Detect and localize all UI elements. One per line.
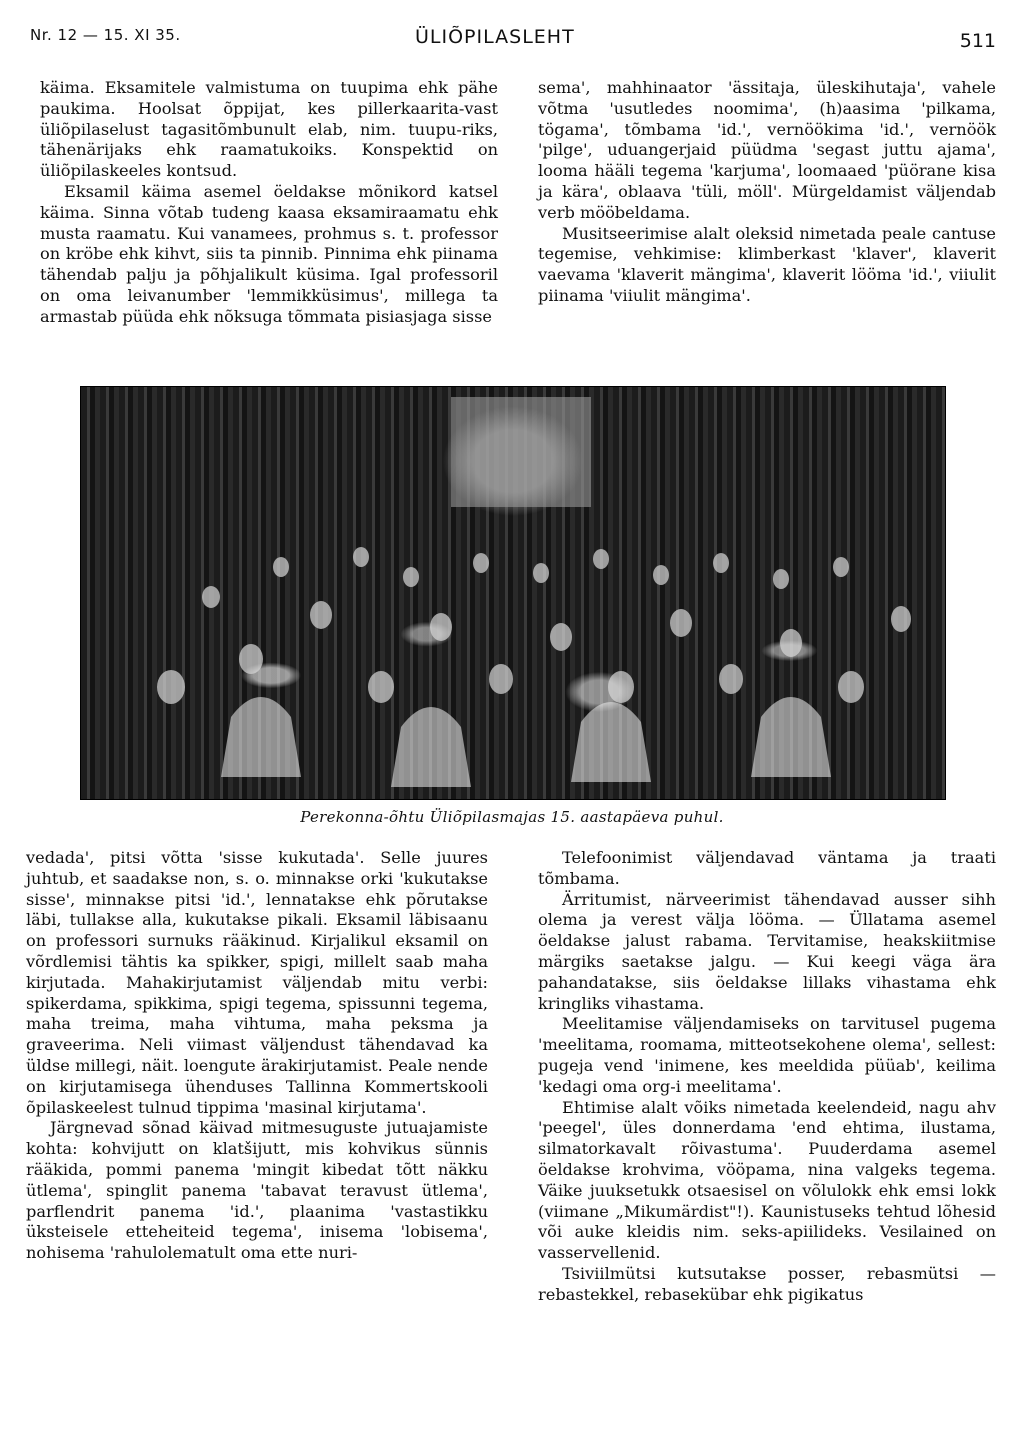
paragraph: sema', mahhinaator 'ässitaja, üleskihutaja', vahele võtma 'usutledes noomima', (h)aasima 'pilkama, tögama', tõmbama 'id.', vernöökima 'id.', vernöök 'pilge', uduangerjaid püüdma 'segast juttu ajama', looma hääli tegema 'karjuma', loomaaed 'püörane kisa ja kära', oblaava 'tüli, möll'. Mürgeldamist väljendab verb mööbeldama. xyxy=(538,78,996,222)
page-header xyxy=(30,22,996,58)
paragraph: Telefoonimist väljendavad väntama ja traati tõmbama. xyxy=(538,848,996,888)
page-number: 511 xyxy=(959,30,996,52)
paragraph: Meelitamise väljendamiseks on tarvitusel pugema 'meelitama, roomama, mitteotsekohene olema', sellest: pugeja vend 'inimene, kes meeldida püüab', keilima 'kedagi oma org-i meelitama'. xyxy=(538,1014,996,1096)
magazine-title: ÜLIÕPILASLEHT xyxy=(415,26,575,48)
column-top-right xyxy=(538,78,996,307)
paragraph: Tsiviilmütsi kutsutakse posser, rebasmütsi — rebastekkel, rebasekübar ehk pigikatus xyxy=(538,1263,996,1304)
column-bottom-right xyxy=(538,848,996,1306)
paragraph: Eksamil käima asemel öeldakse mõnikord katsel käima. Sinna võtab tudeng kaasa eksamiraamatu ehk musta raamatu. Kui vanamees, prohmus s. t. professor on kröbe ehk kihvt, siis ta pinnib. Pinnima ehk piinama tähendab palju ja põhjalikult küsima. Igal professoril on oma leivanumber 'lemmikküsimus', millega ta armastab püüda ehk nõksuga tõmmata pisiasjaga sisse xyxy=(40,181,498,326)
paragraph: Ehtimise alalt võiks nimetada keelendeid, nagu ahv 'peegel', üles donnerdama 'end ehtima, ilustama, silmatorkavalt rõivastuma'. Puuderdama asemel öeldakse krohvima, vööpama, nina valgeks tegema. Väike juuksetukk otsaesisel on võlulokk ehk emsi lokk (viimane „Mikumärdist"!). Kaunistuseks tehtud lõhesid või auke kleidis nim. seks-apiilideks. Vesilained on vasservellenid. xyxy=(538,1097,996,1263)
paragraph: Ärritumist, närveerimist tähendavad ausser sihh olema ja verest välja lööma. — Üllatama asemel öeldakse jalust rabama. Tervitamise, heakskiitmise märgiks saetakse jalgu. — Kui keegi väga ära pahandatakse, siis öeldakse lillaks vihastama ehk kringliks vihastama. xyxy=(538,889,996,1013)
paragraph: käima. Eksamitele valmistuma on tuupima ehk pähe paukima. Hoolsat õppijat, kes pillerkaarita-vast üliõpilaselust tagasitõmbunult elab, nim. tuupu-riks, tähenärijaks ehk raamatukoiks. Konspektid on üliõpilaskeeles kontsud. xyxy=(40,78,498,181)
paragraph: vedada', pitsi võtta 'sisse kukutada'. Selle juures juhtub, et saadakse non, s. o. minnakse orki 'kukutakse sisse', minnakse pitsi 'id.', lennatakse ehk põrutakse läbi, tullakse alla, kukutakse pikali. Eksamil läbisaanu on professori surnuks rääkinud. Kirjalikul eksamil on võrdlemisi tähtis ka spikker, spigi, millelt saab maha kirjutada. Mahakirjutamist väljendab mitu verbi: spikerdama, spikkima, spigi tegema, spissunni tegema, maha treima, maha vihtuma, maha peksma ja graveerima. Neli viimast väljendust tähendavad ka üldse millegi, näit. loengute ärakirjutamist. Peale nende on kirjutamisega ühenduses Tallinna Kommertskooli õpilaskeelest tulnud tippima 'masinal kirjutama'. xyxy=(26,848,488,1117)
paragraph: Musitseerimise alalt oleksid nimetada peale cantuse tegemise, vehkimise: klimberkast 'klaver', klaverit vaevama 'klaverit mängima', klaverit lööma 'id.', viiulit piinama 'viiulit mängima'. xyxy=(538,223,996,305)
photo-caption: Perekonna-õhtu Üliõpilasmajas 15. aastapäeva puhul. xyxy=(300,808,724,826)
column-top-left xyxy=(40,78,498,328)
group-photograph xyxy=(80,386,946,800)
paragraph: Järgnevad sõnad käivad mitmesuguste jutuajamiste kohta: kohvijutt on klatšijutt, mis kohvikus sünnis rääkida, pommi panema 'mingit kibedat tõtt näkku ütlema', spinglit panema 'tabavat teravust ütlema', parflendrit panema 'id.', plaanima 'vastastikku üksteisele etteheiteid tegema', inisema 'lobisema', nohisema 'rahulolematult oma ette nuri- xyxy=(26,1118,488,1263)
issue-label: Nr. 12 — 15. XI 35. xyxy=(30,26,181,44)
photo-figures xyxy=(81,387,945,799)
column-bottom-left xyxy=(26,848,488,1264)
